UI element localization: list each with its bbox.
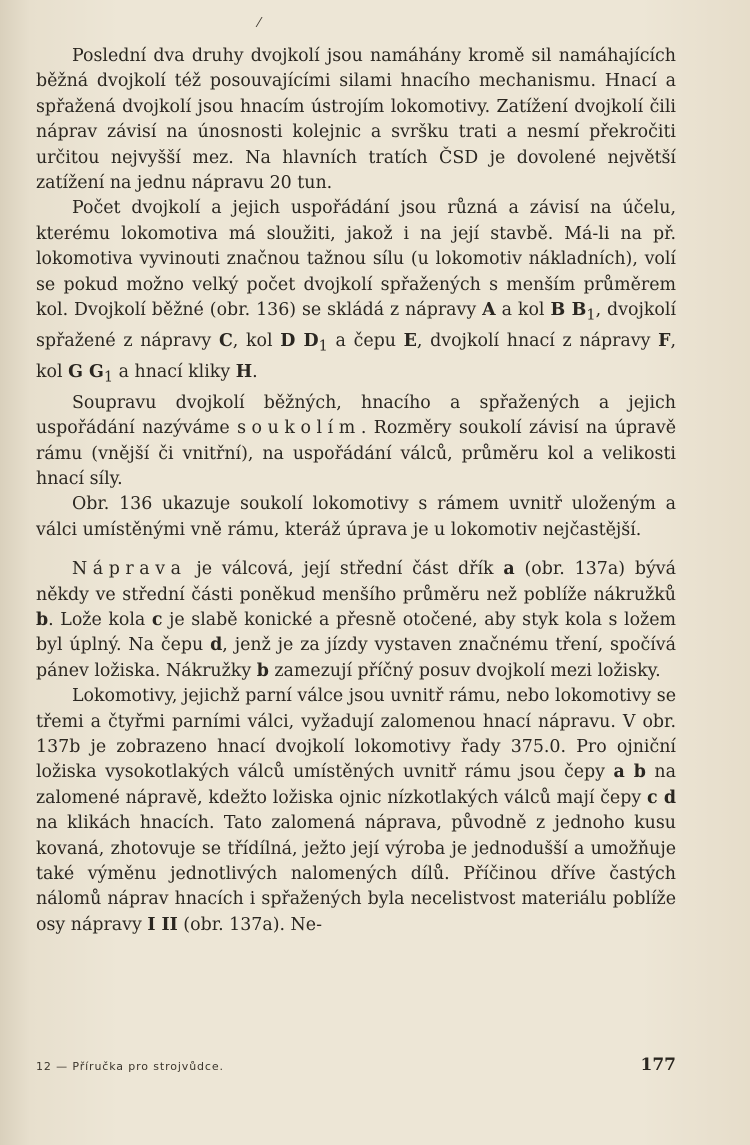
text-run: , kol: [36, 330, 676, 382]
bold-label: G G: [68, 361, 104, 382]
text-run: a hnací kliky: [113, 361, 236, 382]
subscript: 1: [103, 369, 114, 386]
bold-label: E: [403, 330, 417, 351]
text-run: Obr. 136 ukazuje soukolí lokomotivy s rámem uvnitř uloženým a válci umístěnými vně rámu, kteráž úprava je u lokomotiv nejčastější.: [36, 494, 676, 540]
text-run: (obr. 137a) bývá někdy ve střední části poněkud menšího průměru než poblíže nákružků: [36, 559, 676, 605]
text-run: Lokomotivy, jejichž parní válce jsou uvnitř rámu, nebo lokomotivy se třemi a čtyřmi parními válci, vyžadují zalomenou hnací nápravu. V obr. 137b je zobrazeno hnací dvojkolí lokomotivy řady 375.0. Pro ojniční ložiska vysokotlakých válců umístěných uvnitř rámu jsou čepy: [36, 686, 676, 783]
text-run: na zalomené nápravě, kdežto ložiska ojnic nízkotlakých válců mají čepy: [36, 762, 676, 808]
text-run: .: [252, 361, 258, 382]
page-footer: [36, 1055, 676, 1077]
spaced-term: Náprava: [72, 559, 187, 580]
bold-label: C: [218, 330, 233, 351]
page-number: 177: [640, 1055, 676, 1075]
text-run: je válcová, její střední část dřík: [186, 559, 504, 580]
text-run: , dvojkolí hnací z nápravy: [416, 330, 659, 351]
paragraph: [36, 557, 676, 684]
bold-label: F: [658, 330, 671, 351]
text-run: a kol: [495, 300, 551, 321]
text-run: je slabě konické a přesně otočené, aby styk kola s ložem byl úplný. Na čepu: [36, 609, 676, 656]
text-run: . Lože kola: [48, 609, 152, 630]
footer-signature: 12 — Příručka pro strojvůdce.: [36, 1060, 224, 1073]
body-text: [36, 44, 676, 938]
paragraph: [36, 196, 676, 390]
text-run: zamezují příčný posuv dvojkolí mezi ložisky.: [268, 660, 661, 681]
bold-label: b: [36, 609, 49, 630]
bold-label: c d: [646, 787, 676, 808]
text-run: . Rozměry soukolí závisí na úpravě rámu (vnější či vnitřní), na uspořádání válců, průměru kol a velikosti hnací síly.: [36, 418, 676, 489]
paragraph: [36, 391, 676, 493]
text-run: Poslední dva druhy dvojkolí jsou namáhány kromě sil namáhajících běžná dvojkolí též posouvajícími silami hnacího mechanismu. Hnací a spřažená dvojkolí jsou hnacím ústrojím lokomotivy. Zatížení dvojkolí čili náprav závisí na únosnosti kolejnic a svršku trati a nesmí překročiti určitou nejvyšší mez. Na hlavních tratích ČSD je dovolené největší zatížení na jednu nápravu 20 tun.: [36, 46, 676, 194]
text-run: , dvojkolí spřažené z nápravy: [36, 300, 677, 351]
text-run: Soupravu dvojkolí běžných, hnacího a spřažených a jejich uspořádání nazýváme: [36, 392, 676, 439]
bold-label: D D: [280, 330, 319, 351]
bold-label: B B: [550, 300, 587, 321]
subscript: 1: [586, 307, 596, 324]
text-run: , jenž je za jízdy vystaven značnému tření, spočívá pánev ložiska. Nákružky: [36, 635, 676, 681]
text-run: , kol: [232, 330, 281, 351]
bold-label: A: [482, 300, 496, 321]
bold-label: b: [256, 660, 269, 681]
bold-label: a: [503, 559, 515, 580]
paragraph: [36, 44, 676, 196]
subscript: 1: [318, 338, 328, 355]
paragraph: [36, 684, 676, 938]
text-run: na klikách hnacích. Tato zalomená náprava, původně z jednoho kusu kovaná, zhotovuje se třídílná, ježto její výroba je jednodušší a umožňuje také výměnu jednotlivých nalomených dílů. Příčinou dříve častých nálomů náprav hnacích i spřažených byla necelistvost materiálu poblíže osy nápravy: [36, 813, 676, 935]
paragraph: [36, 492, 676, 543]
text-run: (obr. 137a). Ne-: [177, 914, 322, 935]
bold-label: c: [151, 609, 163, 630]
bold-label: I II: [147, 914, 178, 935]
spaced-term: soukolím: [237, 418, 361, 439]
bold-label: a b: [613, 762, 646, 783]
text-run: a čepu: [327, 330, 404, 351]
bold-label: d: [210, 635, 223, 656]
text-run: Počet dvojkolí a jejich uspořádání jsou různá a závisí na účelu, kterému lokomotiva má sloužiti, jakož i na její stavbě. Má-li na př. lokomotiva vyvinouti značnou tažnou sílu (u lokomotiv nákladních), volí se pokud možno velký počet dvojkolí spřažených s menším průměrem kol. Dvojkolí běžné (obr. 136) se skládá z nápravy: [36, 198, 676, 321]
bold-label: H: [235, 361, 253, 382]
printer-mark: ⁄: [258, 16, 261, 31]
